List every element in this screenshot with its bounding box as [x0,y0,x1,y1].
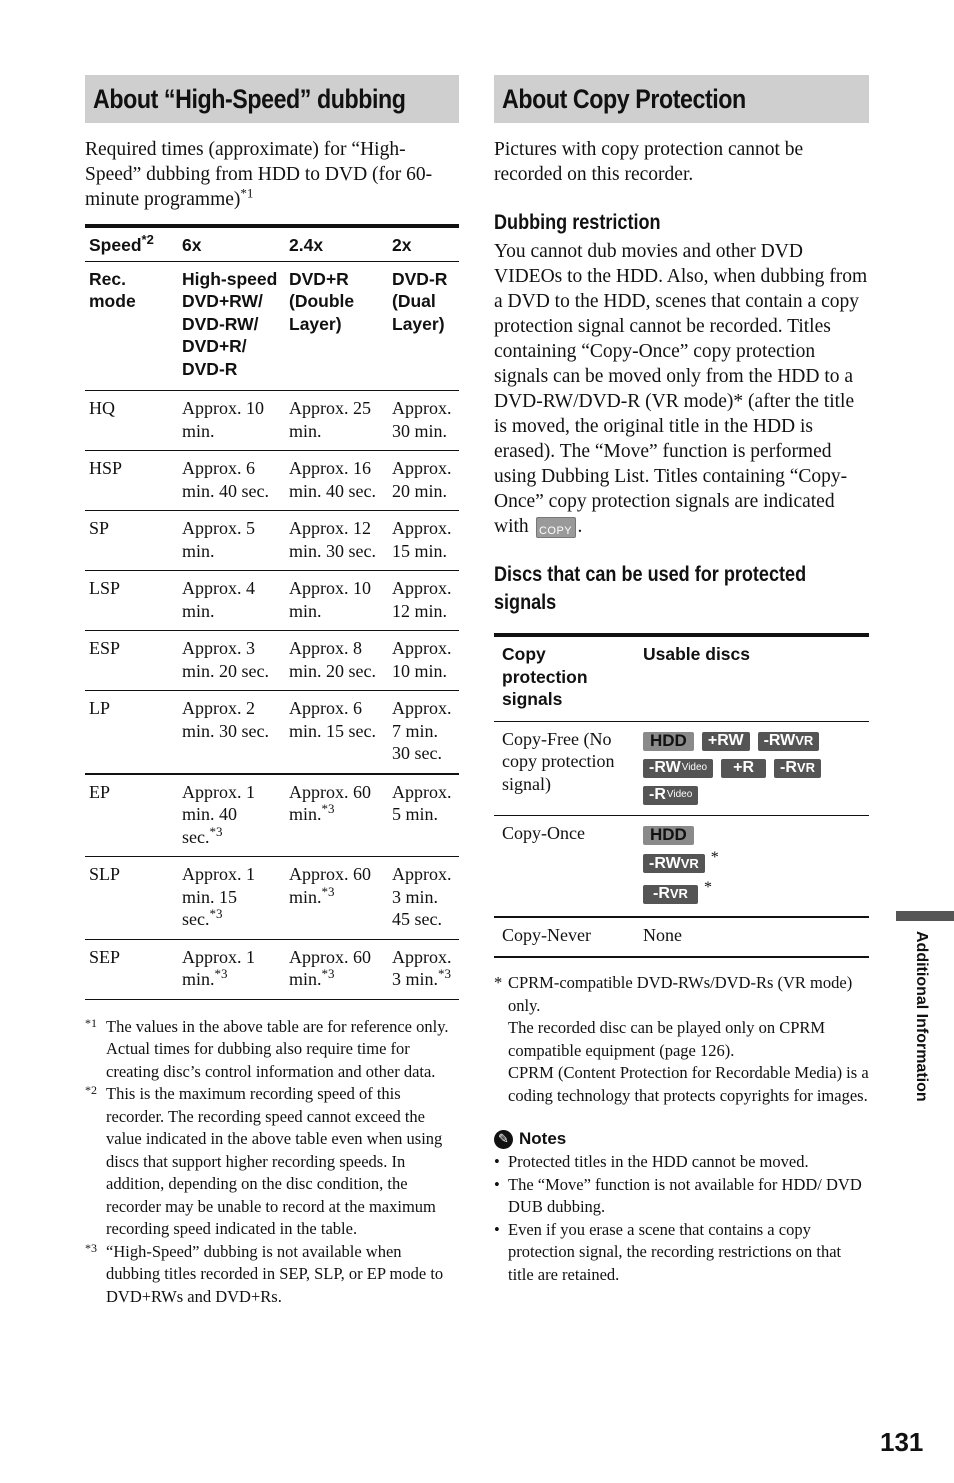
rw-vr-icon: -RW VR [758,732,820,751]
row-6x: Approx. 4 min. [178,571,285,631]
table-header-row [85,226,459,261]
table-row [85,451,459,511]
row-2-4x: Approx. 16 min. 40 sec. [285,451,388,511]
header-speed: Speed$^{*2}$ [85,226,178,261]
row-2x: Approx. 10 min. [388,631,459,691]
row-2x: Approx. 3 min.$^{*3}$ [392,946,452,989]
list-item: • Protected titles in the HDD cannot be moved. [494,1151,869,1174]
rec-mode-row [85,261,459,391]
row-2-4x: Approx. 60 min.$^{*3}$ [285,857,388,940]
cprm-footnote [494,972,869,1107]
footnote-3: *3 “High-Speed” dubbing is not available when dubbing titles recorded in SEP, SLP, or EP mode to DVD+RWs and DVD+Rs. [85,1240,444,1306]
rec-mode-6x-discs: High-speed DVD+RW/ DVD-RW/ DVD+R/ DVD-R [178,261,285,391]
footnote-2: *2 This is the maximum recording speed of this recorder. The recording speed cannot exceed the value indicated in the above table even when using discs that support higher recording speeds. In addition, depending on the disc condition, the recorder may be unable to record at the maximum recording speed indicated in the table. [85,1083,443,1238]
asterisk: * [710,848,719,866]
plus-rw-icon: +RW [702,732,750,751]
row-2x: Approx. 20 min. [388,451,459,511]
cprm-line: * CPRM-compatible DVD-RWs/DVD-Rs (VR mode) only. [494,973,853,1015]
row-6x: Approx. 6 min. 40 sec. [178,451,285,511]
row-2-4x: Approx. 60 min.$^{*3}$ [285,774,388,857]
row-2-4x: Approx. 25 min. [285,391,388,451]
row-2-4x: Approx. 6 min. 15 sec. [285,691,388,774]
asterisk: * [703,879,712,896]
page-number: 131 [880,1427,924,1457]
side-tab-label: Additional Information [913,931,930,1102]
table-row [85,631,459,691]
row-mode: SLP [85,857,178,940]
notes-heading: ✎ Notes [494,1129,869,1149]
protection-header-row [494,635,869,721]
table-row [85,774,459,857]
row-mode: SP [85,511,178,571]
rw-vr-icon: -RW VR [643,854,705,873]
row-mode: LP [85,691,178,774]
high-speed-intro: Required times (approximate) for “High-Speed” dubbing from HDD to DVD (for 60-minute programme)$^{*1}$ [85,139,433,210]
header-signals: Copy protection signals [494,635,635,721]
copy-icon: COPY [536,517,576,538]
table-row [85,857,459,940]
table-row [494,815,869,917]
row-mode: HQ [85,391,178,451]
section-title-copy-protection: About Copy Protection [494,75,869,123]
table-row [85,939,459,999]
footnotes [85,1016,459,1309]
row-2x: Approx. 5 min. [388,774,459,857]
header-6x: 6x [178,226,285,261]
hdd-icon: HDD [643,732,694,751]
row-mode: ESP [85,631,178,691]
list-item: • Even if you erase a scene that contains a copy protection signal, the recording restrictions on that title are retained. [494,1219,869,1287]
discs-heading: Discs that can be used for protected signals [494,563,807,614]
row-mode: LSP [85,571,178,631]
list-item: • The “Move” function is not available for HDD/ DVD DUB dubbing. [494,1174,869,1219]
signal-copy-once: Copy-Once [494,815,635,917]
plus-r-icon: +R [721,759,766,778]
row-6x: Approx. 1 min. 15 sec.$^{*3}$ [178,857,285,940]
notes-list [494,1151,869,1286]
row-6x: Approx. 2 min. 30 sec. [178,691,285,774]
row-2-4x: Approx. 60 min.$^{*3}$ [289,946,371,989]
header-2x: 2x [388,226,459,261]
header-2-4x: 2.4x [285,226,388,261]
row-2-4x: Approx. 10 min. [285,571,388,631]
row-mode: HSP [85,451,178,511]
copy-free-discs [635,721,869,815]
dubbing-restriction-text: You cannot dub movies and other DVD VIDEOs to the HDD. Also, when dubbing from a DVD to the HDD, scenes that contain a copy protection signal cannot be recorded. Titles containing “Copy-Once” copy protection signals can be moved only from the HDD to a DVD-RW/DVD-R (VR mode)* (after the title is moved, the original title in the HDD is erased). The “Move” function is performed using Dubbing List. Titles containing “Copy-Once” copy protection signals are indicated with COPY . [494,241,868,538]
row-6x: Approx. 3 min. 20 sec. [178,631,285,691]
table-row [494,721,869,815]
table-row [85,571,459,631]
note-icon: ✎ [494,1130,513,1149]
header-usable-discs: Usable discs [635,635,869,721]
hdd-icon: HDD [643,826,694,845]
rec-mode-2-4x-discs: DVD+R (Double Layer) [285,261,388,391]
dubbing-restriction-heading: Dubbing restriction [494,211,661,234]
row-2-4x: Approx. 12 min. 30 sec. [285,511,388,571]
signal-copy-free: Copy-Free (No copy protection signal) [494,721,635,815]
right-column [494,75,869,1286]
row-6x: Approx. 10 min. [178,391,285,451]
table-row [85,691,459,774]
cprm-line: CPRM (Content Protection for Recordable Media) is a coding technology that protects copyrights for images. [508,1063,869,1105]
row-2x: Approx. 3 min. 45 sec. [388,857,459,940]
row-mode: SEP [89,946,121,967]
copy-protection-intro: Pictures with copy protection cannot be recorded on this recorder. [494,139,804,185]
copy-never-discs: None [643,924,682,945]
r-vr-icon: -R VR [643,885,698,904]
r-video-icon: -R Video [643,786,698,805]
rec-mode-2x-discs: DVD-R (Dual Layer) [388,261,459,391]
row-6x: Approx. 5 min. [178,511,285,571]
side-tab-bar [896,911,954,921]
signal-copy-never: Copy-Never [502,924,591,945]
row-2x: Approx. 12 min. [388,571,459,631]
table-row [85,391,459,451]
cprm-line: The recorded disc can be played only on CPRM compatible equipment (page 126). [508,1018,826,1060]
row-2x: Approx. 15 min. [388,511,459,571]
rec-mode-label: Rec. mode [85,261,178,391]
footnote-1: *1 The values in the above table are for reference only. Actual times for dubbing also require time for creating disc’s control information and other data. [85,1015,449,1081]
row-2x: Approx. 30 min. [388,391,459,451]
left-column [85,75,459,1308]
r-vr-icon: -R VR [774,759,821,778]
row-6x: Approx. 1 min.$^{*3}$ [182,946,255,989]
row-2x: Approx. 7 min. 30 sec. [388,691,459,774]
section-title-high-speed: About “High-Speed” dubbing [85,75,459,123]
row-mode: EP [85,774,178,857]
row-6x: Approx. 1 min. 40 sec.$^{*3}$ [178,774,285,857]
table-row [494,917,869,958]
protection-table [494,633,869,958]
copy-once-discs [635,815,869,917]
row-2-4x: Approx. 8 min. 20 sec. [285,631,388,691]
dubbing-time-table [85,224,459,1000]
rw-video-icon: -RW Video [643,759,713,778]
table-row [85,511,459,571]
